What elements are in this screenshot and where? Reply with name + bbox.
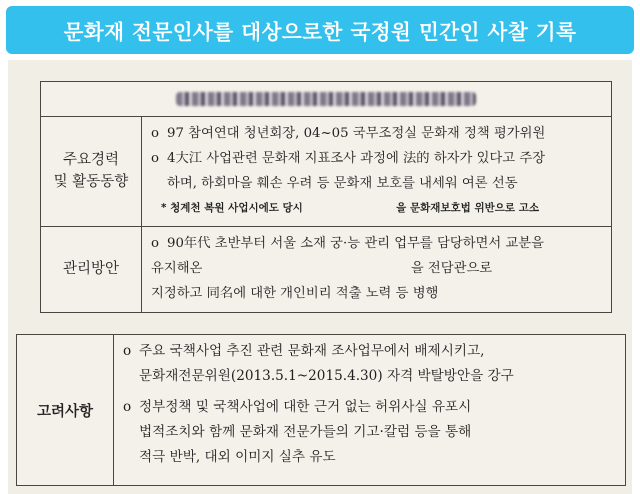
page-title: 문화재 전문인사를 대상으로한 국정원 민간인 사찰 기록 bbox=[63, 20, 577, 44]
row-label-consideration bbox=[17, 335, 114, 485]
list-item bbox=[123, 395, 619, 470]
row-label-line: 관리방안 bbox=[62, 261, 120, 278]
item-text: 하며, 하회마을 훼손 우려 등 문화재 보호를 내세워 여론 선동 bbox=[167, 176, 518, 191]
list-item-continuation bbox=[151, 256, 605, 281]
redacted-header bbox=[41, 82, 611, 117]
item-text: 문화재전문위원(2013.5.1~2015.4.30) 자격 박탈방안을 강구 bbox=[139, 368, 514, 384]
item-text: 90年代 초반부터 서울 소재 궁·능 관리 업무를 담당하면서 교분을 bbox=[167, 236, 544, 251]
bullet-marker: o bbox=[123, 343, 132, 359]
row-label-text: 고려사항 bbox=[36, 403, 94, 420]
list-item-continuation bbox=[151, 281, 605, 306]
row-label-line: 및 활동동향 bbox=[53, 174, 129, 190]
page-title-banner bbox=[6, 6, 634, 54]
list-item bbox=[151, 121, 605, 146]
redacted-name-blur bbox=[176, 92, 476, 106]
table-row-career bbox=[41, 116, 611, 227]
item-text: 97 참여연대 청년회장, 04~05 국무조정실 문화재 정책 평가위원 bbox=[167, 126, 546, 141]
row-content-management bbox=[151, 231, 605, 312]
bullet-marker: o bbox=[151, 151, 160, 166]
list-item bbox=[123, 339, 619, 389]
bullet-marker: o bbox=[151, 126, 160, 141]
item-text: 적극 반박, 대외 이미지 실추 유도 bbox=[139, 449, 336, 465]
item-text: 유지해온 bbox=[151, 261, 203, 276]
table-row-management bbox=[41, 227, 611, 312]
item-text: 을 전담관으로 bbox=[410, 261, 493, 276]
row-label-career bbox=[41, 116, 142, 226]
row-content-career bbox=[151, 121, 605, 226]
list-item bbox=[151, 231, 605, 256]
bullet-marker: o bbox=[151, 236, 160, 251]
profile-table bbox=[40, 81, 612, 313]
item-text: 법적조치와 함께 문화재 전문가들의 기고·칼럼 등을 통해 bbox=[139, 424, 472, 440]
item-text: 정부정책 및 국책사업에 대한 근거 없는 허위사실 유포시 bbox=[139, 399, 472, 415]
bullet-marker: o bbox=[123, 399, 132, 415]
item-text: 주요 국책사업 추진 관련 문화재 조사업무에서 배제시키고, bbox=[139, 343, 485, 359]
footnote-left: * 청계천 복원 사업시에도 당시 bbox=[161, 202, 303, 214]
footnote-right: 을 문화재보호법 위반으로 고소 bbox=[396, 202, 539, 214]
footnote bbox=[151, 196, 605, 221]
row-content-consideration bbox=[123, 339, 619, 485]
item-text: 지정하고 同名에 대한 개인비리 적출 노력 등 병행 bbox=[151, 286, 439, 301]
row-label-management bbox=[41, 227, 142, 312]
consideration-table bbox=[16, 334, 626, 486]
list-item bbox=[151, 146, 605, 196]
row-label-line: 주요경력 bbox=[62, 151, 120, 168]
item-text: 4大江 사업관련 문화재 지표조사 과정에 法的 하자가 있다고 주장 bbox=[167, 151, 546, 166]
